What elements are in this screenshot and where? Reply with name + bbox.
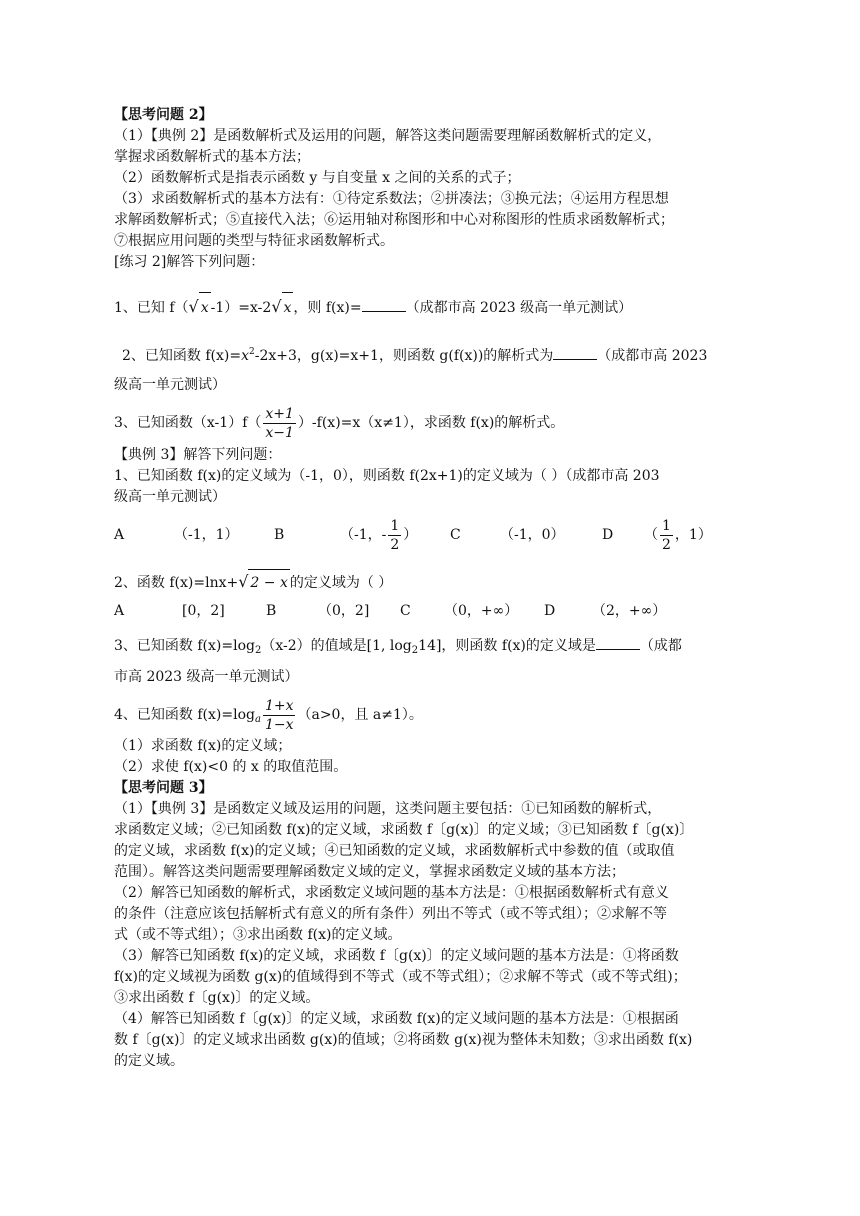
- exercise-question-2: 2、已知函数 $f(x)=x^2-2x+3$，g(x)=x+1，则函数 g(f(x))的解析式为 （成都市高 2023: [122, 347, 708, 364]
- exercise-question-1: 1、已知 f（√ x -1）=x-2√ x ，则 f(x)= （成都市高 2023 级高一单元测试）: [114, 292, 632, 323]
- option-label: A: [114, 527, 125, 543]
- paragraph: （3）求函数解析式的基本方法有：①待定系数法；②拼凑法；③换元法；④运用方程思想: [114, 191, 669, 207]
- option-text: （2，+∞）: [592, 603, 667, 619]
- option-text: （-1，- $\frac{1}{2}$ ）: [340, 517, 418, 553]
- paragraph: （2）解答已知函数的解析式，求函数定义域问题的基本方法是：①根据函数解析式有意义: [114, 885, 669, 901]
- example-question-2: 2、函数 f(x)=lnx+√ 2 − x 的定义域为（ ）: [114, 569, 392, 596]
- option-label: C: [400, 603, 411, 619]
- paragraph: 的条件（注意应该包括解析式有意义的所有条件）列出不等式（或不等式组）；②求解不等: [114, 906, 667, 922]
- paragraph: f(x)的定义域视为函数 g(x)的值域得到不等式（或不等式组）；②求解不等式（或不等式组)；: [114, 969, 687, 985]
- option-label: D: [602, 527, 614, 543]
- example-question-1-cont: 级高一单元测试）: [114, 489, 226, 505]
- section-title: 【思考问题 2】: [114, 107, 213, 123]
- answer-blank: [553, 345, 597, 360]
- example-question-4: 4、已知函数 $f(x)=\log_a$ $\frac{1+x}{1-x}$ （a>0，且 a≠1）。: [114, 697, 423, 733]
- example-question-4-part-2: （2）求使 f(x)<0 的 x 的取值范围。: [114, 759, 348, 775]
- example-question-3-cont: 市高 2023 级高一单元测试）: [114, 669, 299, 685]
- paragraph: 求解函数解析式；⑤直接代入法；⑥运用轴对称图形和中心对称图形的性质求函数解析式；: [114, 212, 674, 228]
- example-question-1-options: [114, 515, 734, 555]
- option-label: D: [544, 603, 556, 619]
- option-label: B: [266, 603, 277, 619]
- paragraph: （1）【典例 2】是函数解析式及运用的问题，解答这类问题需要理解函数解析式的定义，: [114, 128, 662, 144]
- example-title: 【典例 3】解答下列问题：: [114, 447, 282, 463]
- exercise-title: [练习 2]解答下列问题：: [114, 254, 265, 270]
- example-question-2-options: [114, 601, 734, 622]
- section-title: 【思考问题 3】: [114, 780, 213, 796]
- exercise-question-3: 3、已知函数（x-1）f（ $\frac{x+1}{x-1}$ ）-f(x)=x（x≠1），求函数 f(x)的解析式。: [114, 405, 565, 441]
- paragraph: ③求出函数 f〔g(x)〕的定义域。: [114, 990, 320, 1006]
- paragraph: 式（或不等式组）；③求出函数 f(x)的定义域。: [114, 927, 402, 943]
- option-text: （-1，1）: [174, 527, 239, 543]
- paragraph: （2）函数解析式是指表示函数 y 与自变量 x 之间的关系的式子；: [114, 170, 521, 186]
- option-text: （0，2]: [318, 603, 370, 619]
- example-question-4-part-1: （1）求函数 f(x)的定义域；: [114, 738, 292, 754]
- paragraph: 数 f〔g(x)〕的定义域求出函数 g(x)的值域；②将函数 g(x)视为整体未知数；③求出函数 f(x): [114, 1032, 693, 1048]
- exercise-question-2-cont: 级高一单元测试）: [114, 377, 226, 393]
- option-label: B: [274, 527, 285, 543]
- paragraph: （1）【典例 3】是函数定义域及运用的问题，这类问题主要包括：①已知函数的解析式，: [114, 801, 662, 817]
- paragraph: 掌握求函数解析式的基本方法；: [114, 149, 310, 165]
- option-text: [0，2]: [182, 603, 225, 619]
- paragraph: （4）解答已知函数 f〔g(x)〕的定义域，求函数 f(x)的定义域问题的基本方法是：①根据函: [114, 1011, 679, 1027]
- paragraph: 的定义域。: [114, 1053, 184, 1069]
- example-question-3: 3、已知函数 $f(x)=\log_2(x-2)$的值域是[1, $\log_214$]，则函数 f(x)的定义域是 （成都: [114, 634, 682, 663]
- paragraph: 范围）。解答这类问题需要理解函数定义域的定义，掌握求函数定义域的基本方法；: [114, 864, 625, 880]
- option-label: A: [114, 603, 125, 619]
- paragraph: ⑦根据应用问题的类型与特征求函数解析式。: [114, 233, 394, 249]
- answer-blank: [362, 297, 406, 312]
- paragraph: 的定义域，求函数 f(x)的定义域；④已知函数的定义域，求函数解析式中参数的值（或取值: [114, 843, 675, 859]
- paragraph: 求函数定义域；②已知函数 f(x)的定义域，求函数 f〔g(x)〕的定义域；③已知函数 f〔g(x)〕: [114, 822, 694, 838]
- paragraph: （3）解答已知函数 f(x)的定义域，求函数 f〔g(x)〕的定义域问题的基本方法是：①将函数: [114, 948, 679, 964]
- example-question-1: 1、已知函数 f(x)的定义域为（-1，0），则函数 f(2x+1)的定义域为（ ）（成都市高 203: [114, 468, 660, 484]
- option-text: （ $\frac{1}{2}$ ，1）: [644, 517, 712, 553]
- option-text: （-1，0）: [500, 527, 565, 543]
- option-text: （0，+∞）: [444, 603, 519, 619]
- answer-blank: [596, 635, 640, 650]
- option-label: C: [450, 527, 461, 543]
